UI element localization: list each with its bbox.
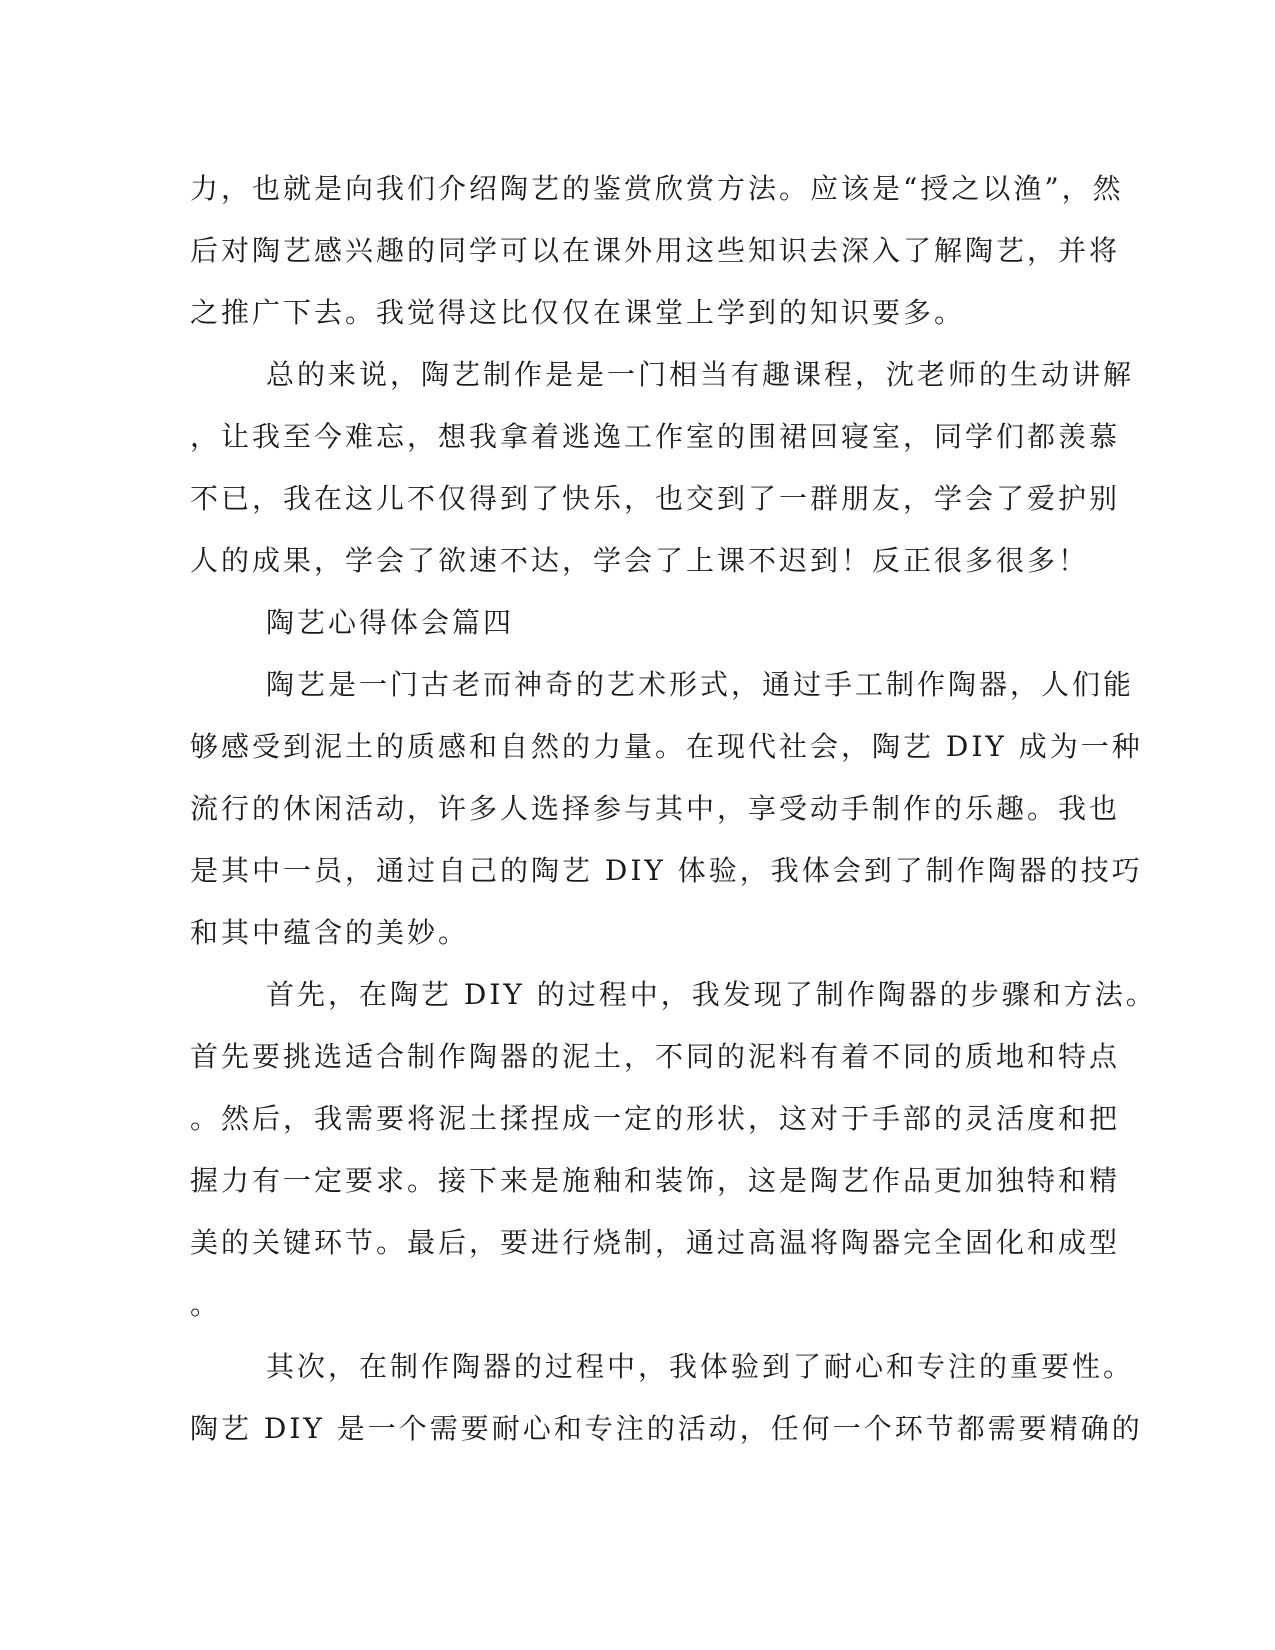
text-line: 握力有一定要求。接下来是施釉和装饰，这是陶艺作品更加独特和精 [190,1164,1121,1197]
paragraph-start-line: 陶艺是一门古老而神奇的艺术形式，通过手工制作陶器，人们能 [266,668,1135,701]
text-line: 。 [190,1288,222,1321]
paragraph-start-line: 其次，在制作陶器的过程中，我体验到了耐心和专注的重要性。 [266,1350,1135,1383]
text-line: 力，也就是向我们介绍陶艺的鉴赏欣赏方法。应该是“授之以渔”，然 [190,172,1124,205]
text-line: 陶艺 DIY 是一个需要耐心和专注的活动，任何一个环节都需要精确的 [190,1412,1143,1445]
text-line: ，让我至今难忘，想我拿着逃逸工作室的围裙回寝室，同学们都羡慕 [190,420,1121,453]
paragraph-start-line: 首先，在陶艺 DIY 的过程中，我发现了制作陶器的步骤和方法。 [266,978,1157,1011]
text-line: 首先要挑选适合制作陶器的泥土，不同的泥料有着不同的质地和特点 [190,1040,1121,1073]
text-line: 流行的休闲活动，许多人选择参与其中，享受动手制作的乐趣。我也 [190,792,1121,825]
text-line: 不已，我在这儿不仅得到了快乐，也交到了一群朋友，学会了爱护别 [190,482,1121,515]
text-line: 够感受到泥土的质感和自然的力量。在现代社会，陶艺 DIY 成为一种 [190,730,1143,763]
text-line: 和其中蕴含的美妙。 [190,916,470,949]
text-line: 后对陶艺感兴趣的同学可以在课外用这些知识去深入了解陶艺，并将 [190,234,1121,267]
text-line: 人的成果，学会了欲速不达，学会了上课不迟到！反正很多很多！ [190,544,1090,577]
text-line: 之推广下去。我觉得这比仅仅在课堂上学到的知识要多。 [190,296,966,329]
section-heading: 陶艺心得体会篇四 [266,606,515,639]
text-line: 。然后，我需要将泥土揉捏成一定的形状，这对于手部的灵活度和把 [190,1102,1121,1135]
text-line: 美的关键环节。最后，要进行烧制，通过高温将陶器完全固化和成型 [190,1226,1121,1259]
document-body [190,158,1157,1460]
paragraph-start-line: 总的来说，陶艺制作是是一门相当有趣课程，沈老师的生动讲解 [266,358,1135,391]
text-line: 是其中一员，通过自己的陶艺 DIY 体验，我体会到了制作陶器的技巧 [190,854,1143,887]
